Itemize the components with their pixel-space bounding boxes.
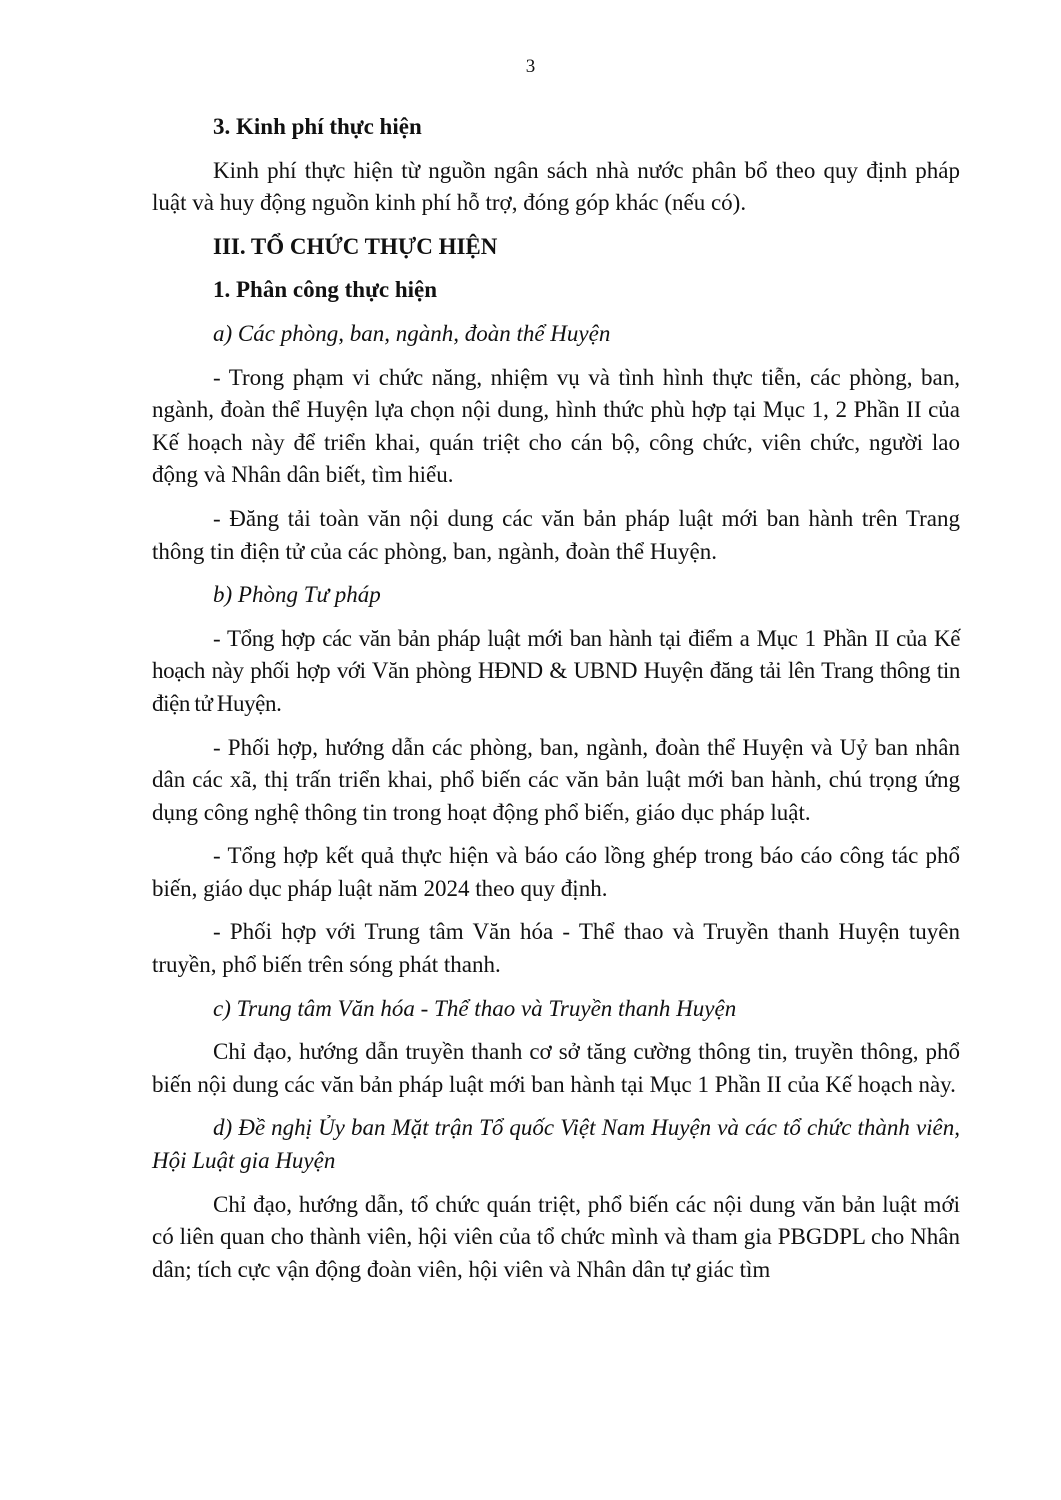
document-body <box>152 111 960 1297</box>
section-c-title: c) Trung tâm Văn hóa - Thể thao và Truyền thanh Huyện <box>213 995 737 1021</box>
section-a-item-1: - Trong phạm vi chức năng, nhiệm vụ và tình hình thực tiễn, các phòng, ban, ngành, đoàn thể Huyện lựa chọn nội dung, hình thức phù hợp tại Mục 1, 2 Phần II của Kế hoạch này để triển khai, quán triệt cho cán bộ, công chức, viên chức, người lao động và Nhân dân biết, tìm hiểu. <box>152 364 960 488</box>
section-d-title: d) Đề nghị Ủy ban Mặt trận Tổ quốc Việt Nam Huyện và các tổ chức thành viên, Hội Luật gia Huyện <box>152 1115 960 1174</box>
section-b-title: b) Phòng Tư pháp <box>213 582 381 608</box>
section-a-title: a) Các phòng, ban, ngành, đoàn thể Huyện <box>213 320 611 346</box>
funding-paragraph: Kinh phí thực hiện từ nguồn ngân sách nhà nước phân bổ theo quy định pháp luật và huy động nguồn kinh phí hỗ trợ, đóng góp khác (nếu có). <box>152 157 960 216</box>
funding-heading: 3. Kinh phí thực hiện <box>213 114 422 139</box>
section-b-item-3: - Tổng hợp kết quả thực hiện và báo cáo lồng ghép trong báo cáo công tác phổ biến, giáo dục pháp luật năm 2024 theo quy định. <box>152 843 960 901</box>
page-number: 3 <box>525 56 536 77</box>
section-b-item-2: - Phối hợp, hướng dẫn các phòng, ban, ngành, đoàn thể Huyện và Uỷ ban nhân dân các xã, thị trấn triển khai, phổ biến các văn bản luật mới ban hành, chú trọng ứng dụng công nghệ thông tin trong hoạt động phổ biến, giáo dục pháp luật. <box>152 734 960 825</box>
assignment-heading: 1. Phân công thực hiện <box>213 277 438 303</box>
section-b-item-1: - Tổng hợp các văn bản pháp luật mới ban hành tại điểm a Mục 1 Phần II của Kế hoạch này phối hợp với Văn phòng HĐND & UBND Huyện đăng tải lên Trang thông tin điện tử Huyện. <box>152 625 960 716</box>
organization-heading: III. TỔ CHỨC THỰC HIỆN <box>213 233 498 259</box>
section-d-paragraph: Chỉ đạo, hướng dẫn, tổ chức quán triệt, phổ biến các nội dung văn bản luật mới có liên quan cho thành viên, hội viên của tổ chức mình và tham gia PBGDPL cho Nhân dân; tích cực vận động đoàn viên, hội viên và Nhân dân tự giác tìm <box>152 1191 960 1282</box>
section-b-item-4: - Phối hợp với Trung tâm Văn hóa - Thể thao và Truyền thanh Huyện tuyên truyền, phổ biến trên sóng phát thanh. <box>152 919 960 978</box>
section-c-paragraph: Chỉ đạo, hướng dẫn truyền thanh cơ sở tăng cường thông tin, truyền thông, phổ biến nội dung các văn bản pháp luật mới ban hành tại Mục 1 Phần II của Kế hoạch này. <box>152 1039 960 1097</box>
section-a-item-2: - Đăng tải toàn văn nội dung các văn bản pháp luật mới ban hành trên Trang thông tin điện tử của các phòng, ban, ngành, đoàn thể Huyện. <box>152 505 960 564</box>
